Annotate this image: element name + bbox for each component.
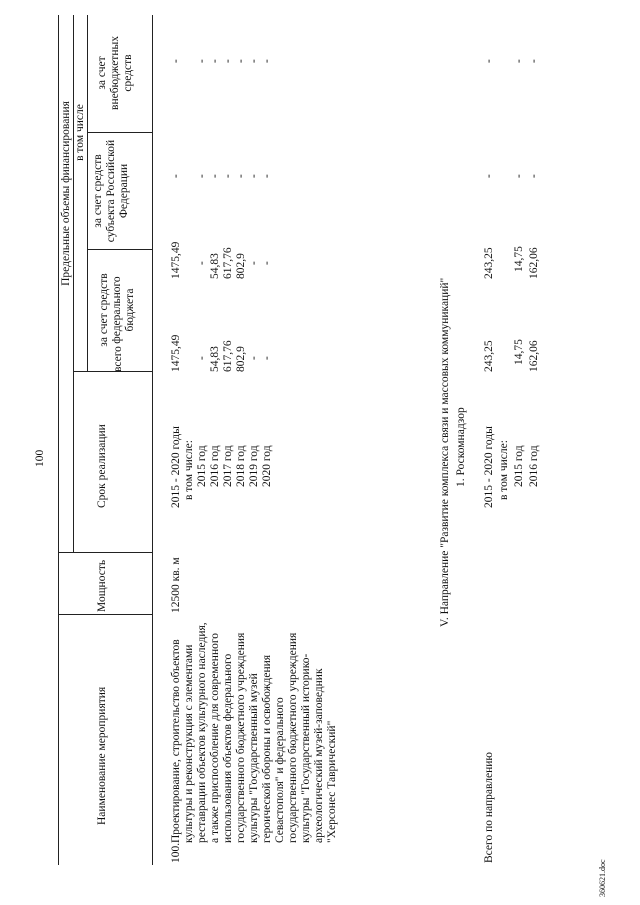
item-extra-7: - — [261, 59, 273, 63]
item-name: Проектирование, строительство объектов культуры и реконструкция с элементами реставрации объектов культурного наследия, а также приспособление для современного использования объектов федерального государственного бюджетного учреждения культуры "Государственный музей героической обороны и освобождения Севастополя" и федерального государственного бюджетного учреждения культуры "Государственный историко-археологический музей-заповедник "Херсонес Таврический" — [170, 622, 338, 843]
item-period-6: 2019 год — [248, 445, 260, 487]
header-extra: за счет внебюджетных средств — [96, 36, 134, 110]
item-total-4: 617,76 — [222, 340, 234, 372]
item-extra-6: - — [248, 59, 260, 63]
item-federal-3: 54,83 — [209, 253, 221, 279]
item-extra-3: - — [209, 59, 221, 63]
item-total-3: 54,83 — [209, 346, 221, 372]
col-divider-2 — [58, 552, 152, 553]
file-code: 360621.doc — [598, 859, 607, 897]
subsection-title: 1. Роскомнадзор — [455, 407, 467, 487]
direction-extra-2: - — [513, 59, 525, 63]
direction-total-0: 243,25 — [483, 340, 495, 372]
item-total-0: 1475,49 — [170, 334, 182, 372]
direction-federal-2: 14,75 — [513, 246, 525, 272]
item-federal-0: 1475,49 — [170, 241, 182, 279]
direction-extra-0: - — [483, 59, 495, 63]
item-capacity: 12500 кв. м — [170, 557, 182, 613]
item-extra-4: - — [222, 59, 234, 63]
item-federal-4: 617,76 — [222, 247, 234, 279]
item-total-6: - — [248, 356, 260, 360]
col-divider-5 — [87, 132, 152, 133]
direction-federal-0: 243,25 — [483, 247, 495, 279]
page-number: 100 — [34, 449, 46, 467]
header-subject: за счет средств субъекта Российской Федерации — [92, 139, 130, 243]
header-limits: Предельные объемы финансирования — [60, 101, 72, 286]
item-subject-3: - — [209, 174, 221, 178]
direction-extra-3: - — [528, 59, 540, 63]
direction-total-2: 14,75 — [513, 339, 525, 365]
item-federal-2: - — [196, 261, 208, 265]
item-extra-5: - — [235, 59, 247, 63]
table-top-rule — [58, 15, 59, 865]
item-number: 100. — [170, 842, 182, 863]
item-subject-0: - — [170, 174, 182, 178]
item-period-4: 2017 год — [222, 445, 234, 487]
item-federal-7: - — [261, 261, 273, 265]
header-incl: в том числе — [74, 104, 86, 161]
incl-header-rule — [87, 15, 88, 372]
item-subject-5: - — [235, 174, 247, 178]
direction-subject-2: - — [513, 174, 525, 178]
direction-federal-3: 162,06 — [528, 247, 540, 279]
table-header-bottom-rule — [152, 15, 153, 865]
direction-period-1: в том числе: — [498, 440, 510, 500]
direction-subject-0: - — [483, 174, 495, 178]
header-federal: за счет средств федерального бюджета — [98, 273, 136, 347]
section-title: V. Направление "Развитие комплекса связи и массовых коммуникаций" — [439, 277, 451, 627]
item-extra-2: - — [196, 59, 208, 63]
item-total-7: - — [261, 356, 273, 360]
item-period-7: 2020 год — [261, 445, 273, 487]
item-extra-0: - — [170, 59, 182, 63]
item-federal-5: 802,9 — [235, 253, 247, 279]
direction-label: Всего по направлению — [483, 752, 495, 863]
direction-period-2: 2015 год — [513, 445, 525, 487]
direction-period-0: 2015 - 2020 годы — [483, 426, 495, 508]
item-subject-7: - — [261, 174, 273, 178]
col-divider-1 — [58, 614, 152, 615]
item-total-2: - — [196, 356, 208, 360]
item-federal-6: - — [248, 261, 260, 265]
header-name: Наименование мероприятия — [96, 686, 108, 825]
direction-period-3: 2016 год — [528, 445, 540, 487]
item-subject-6: - — [248, 174, 260, 178]
item-period-3: 2016 год — [209, 445, 221, 487]
header-total: всего — [112, 346, 124, 372]
item-total-5: 802,9 — [235, 346, 247, 372]
direction-total-3: 162,06 — [528, 340, 540, 372]
item-subject-4: - — [222, 174, 234, 178]
header-period: Срок реализации — [96, 424, 108, 508]
col-divider-4 — [87, 249, 152, 250]
direction-subject-3: - — [528, 174, 540, 178]
item-period-2: 2015 год — [196, 445, 208, 487]
item-period-5: 2018 год — [235, 445, 247, 487]
header-capacity: Мощность — [96, 559, 108, 612]
item-subject-2: - — [196, 174, 208, 178]
item-period-1: в том числе: — [183, 440, 195, 500]
item-period-0: 2015 - 2020 годы — [170, 426, 182, 508]
